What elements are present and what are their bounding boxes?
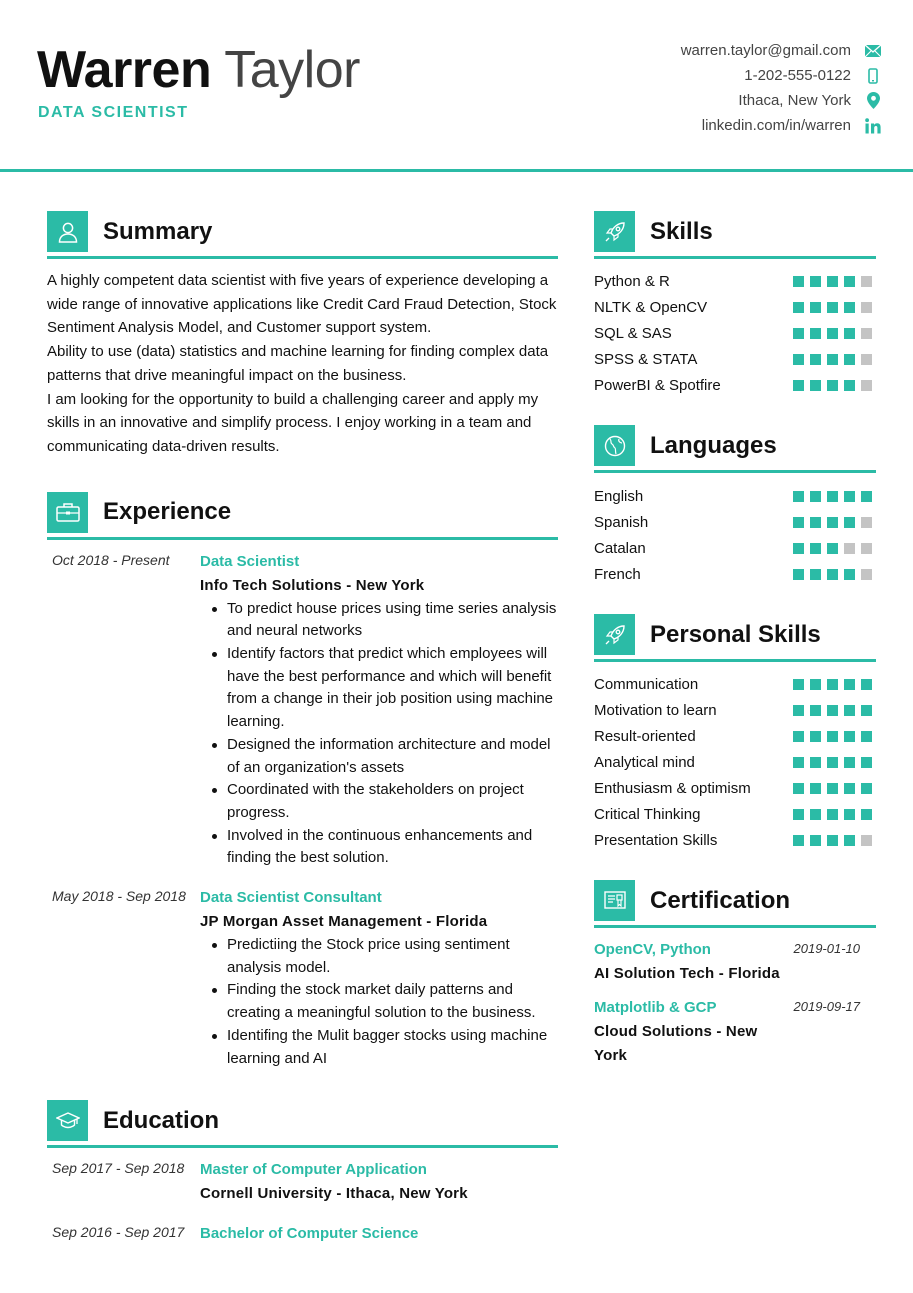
location-pin-icon [861, 92, 885, 109]
languages-list [594, 483, 876, 587]
list-item: Identifing the Mulit bagger stocks using machine learning and AI [210, 1025, 558, 1070]
rating-dots [793, 302, 872, 313]
rating-dots [793, 705, 872, 716]
certification-name: OpenCV, Python [594, 941, 711, 959]
rating-dot-filled [793, 705, 804, 716]
rating-row [594, 295, 876, 321]
certification-issuer: Cloud Solutions - New York [594, 1023, 758, 1065]
rating-dot-empty [861, 380, 872, 391]
experience-company: Info Tech Solutions - New York [200, 576, 425, 594]
list-item: Predictiing the Stock price using sentiment analysis model. [210, 934, 558, 979]
rating-dot-filled [810, 276, 821, 287]
rating-dot-filled [810, 809, 821, 820]
rating-dots [793, 783, 872, 794]
rating-dot-filled [827, 302, 838, 313]
rating-dot-empty [861, 569, 872, 580]
education-degree: Bachelor of Computer Science [200, 1225, 419, 1243]
rocket-icon [594, 614, 635, 655]
contact-linkedin-text[interactable]: linkedin.com/in/warren [701, 117, 851, 134]
rating-dot-filled [844, 835, 855, 846]
rating-row [594, 269, 876, 295]
rating-dot-filled [827, 731, 838, 742]
rating-dot-filled [793, 491, 804, 502]
rating-dot-filled [810, 380, 821, 391]
list-item: Designed the information architecture and model of an organization's assets [210, 734, 558, 779]
last-name: Taylor [224, 41, 360, 99]
rating-dot-filled [861, 809, 872, 820]
list-item: Coordinated with the stakeholders on project progress. [210, 779, 558, 824]
rating-row [594, 561, 876, 587]
linkedin-icon [861, 118, 885, 134]
rating-row [594, 776, 876, 802]
experience-bullets [210, 598, 558, 870]
skills-header [594, 211, 876, 259]
languages-header [594, 425, 876, 473]
rating-label: Presentation Skills [594, 831, 718, 849]
rating-dot-filled [810, 354, 821, 365]
user-icon [47, 211, 88, 252]
rating-dot-empty [861, 276, 872, 287]
personal-skills-title: Personal Skills [650, 620, 821, 648]
rating-dot-filled [827, 517, 838, 528]
rating-label: Critical Thinking [594, 805, 701, 823]
experience-job-title: Data Scientist Consultant [200, 889, 382, 907]
education-title: Education [103, 1106, 220, 1134]
rating-dot-filled [827, 757, 838, 768]
rating-dots [793, 328, 872, 339]
rating-dot-filled [844, 302, 855, 313]
rating-dot-filled [793, 354, 804, 365]
contact-phone[interactable] [465, 63, 885, 88]
certification-date: 2019-09-17 [793, 999, 860, 1015]
first-name: Warren [37, 41, 212, 99]
rating-dot-filled [810, 757, 821, 768]
rating-dot-filled [793, 276, 804, 287]
rating-dot-filled [861, 783, 872, 794]
contact-email[interactable] [465, 38, 885, 63]
list-item: To predict house prices using time series analysis and neural networks [210, 598, 558, 643]
rating-row [594, 827, 876, 853]
skills-section [594, 211, 876, 398]
rating-dot-filled [844, 705, 855, 716]
rating-row [594, 724, 876, 750]
rating-label: Enthusiasm & optimism [594, 780, 751, 798]
rating-dot-filled [810, 569, 821, 580]
skills-list [594, 269, 876, 398]
rating-dots [793, 569, 872, 580]
rating-dot-filled [844, 679, 855, 690]
rating-label: Catalan [594, 539, 646, 557]
rating-dot-filled [827, 543, 838, 554]
personal-skills-section [594, 614, 876, 853]
rating-dot-filled [861, 705, 872, 716]
rating-label: PowerBI & Spotfire [594, 377, 721, 394]
experience-bullets [210, 934, 558, 1070]
education-school: Cornell University - Ithaca, New York [200, 1185, 468, 1203]
certification-issuer: AI Solution Tech - Florida [594, 965, 780, 983]
rating-dot-filled [844, 731, 855, 742]
rating-dot-filled [827, 809, 838, 820]
rating-label: French [594, 565, 641, 583]
rating-dot-filled [810, 543, 821, 554]
rating-label: English [594, 487, 644, 505]
contact-location-text: Ithaca, New York [738, 92, 851, 109]
phone-icon [861, 68, 885, 84]
rating-dots [793, 757, 872, 768]
rating-dot-filled [861, 491, 872, 502]
education-entry [47, 1222, 558, 1246]
certification-title: Certification [650, 886, 791, 914]
languages-section [594, 425, 876, 587]
rating-dot-filled [827, 835, 838, 846]
rocket-icon [594, 211, 635, 252]
rating-dots [793, 354, 872, 365]
rating-row [594, 509, 876, 535]
education-date: Sep 2017 - Sep 2018 [52, 1160, 185, 1177]
education-degree: Master of Computer Application [200, 1161, 427, 1179]
summary-paragraph: A highly competent data scientist with five years of experience developing a wide range of innovative applications like Credit Card Fraud Detection, Stock Sentiment Analysis Model, and Customer support system. [47, 272, 557, 337]
experience-company: JP Morgan Asset Management - Florida [200, 913, 488, 931]
rating-dot-filled [793, 731, 804, 742]
rating-dot-filled [827, 679, 838, 690]
rating-dot-filled [810, 517, 821, 528]
rating-row [594, 750, 876, 776]
certificate-icon [594, 880, 635, 921]
rating-dot-filled [810, 731, 821, 742]
rating-label: Python & R [594, 273, 670, 291]
education-header [47, 1100, 558, 1148]
rating-dot-filled [844, 276, 855, 287]
rating-dot-filled [861, 731, 872, 742]
certification-name: Matplotlib & GCP [594, 999, 717, 1017]
certification-date: 2019-01-10 [793, 941, 860, 957]
rating-dot-filled [810, 835, 821, 846]
left-column [47, 211, 558, 1262]
rating-dot-empty [861, 543, 872, 554]
rating-dot-filled [861, 757, 872, 768]
skills-title: Skills [650, 217, 713, 245]
experience-entry [47, 886, 558, 1070]
rating-dot-filled [827, 276, 838, 287]
education-section [47, 1100, 558, 1246]
rating-dot-filled [844, 380, 855, 391]
rating-dots [793, 276, 872, 287]
contact-phone-text[interactable]: 1-202-555-0122 [744, 67, 851, 84]
rating-dot-filled [861, 679, 872, 690]
rating-dot-filled [793, 835, 804, 846]
rating-label: SQL & SAS [594, 325, 672, 343]
rating-dot-filled [793, 543, 804, 554]
personal-skills-header [594, 614, 876, 662]
rating-row [594, 672, 876, 698]
rating-dots [793, 809, 872, 820]
list-item: Involved in the continuous enhancements and finding the best solution. [210, 825, 558, 870]
resume-header [0, 0, 913, 172]
rating-dot-filled [827, 569, 838, 580]
rating-dots [793, 679, 872, 690]
experience-date: Oct 2018 - Present [52, 551, 170, 568]
rating-label: Communication [594, 676, 699, 694]
rating-dots [793, 731, 872, 742]
certification-header [594, 880, 876, 928]
rating-dot-filled [827, 705, 838, 716]
rating-dot-filled [810, 302, 821, 313]
contact-location [465, 88, 885, 113]
rating-row [594, 483, 876, 509]
education-entry [47, 1158, 558, 1206]
rating-dots [793, 380, 872, 391]
rating-dot-filled [793, 569, 804, 580]
rating-dot-filled [793, 380, 804, 391]
rating-dot-filled [810, 328, 821, 339]
personal-skills-list [594, 672, 876, 853]
experience-entry [47, 550, 558, 870]
candidate-name [37, 40, 360, 100]
rating-dot-filled [844, 517, 855, 528]
rating-dot-filled [844, 783, 855, 794]
rating-dot-filled [844, 491, 855, 502]
rating-row [594, 321, 876, 347]
rating-dots [793, 543, 872, 554]
rating-dot-filled [827, 354, 838, 365]
contact-email-text[interactable]: warren.taylor@gmail.com [680, 42, 851, 59]
experience-job-title: Data Scientist [200, 552, 300, 570]
experience-date: May 2018 - Sep 2018 [52, 888, 186, 905]
summary-header [47, 211, 558, 259]
rating-dots [793, 835, 872, 846]
rating-dot-filled [793, 757, 804, 768]
mail-icon [861, 45, 885, 57]
rating-label: Motivation to learn [594, 702, 717, 720]
rating-row [594, 535, 876, 561]
rating-dot-filled [827, 380, 838, 391]
certification-entry [594, 938, 876, 986]
list-item: Finding the stock market daily patterns and creating a meaningful solution to the business. [210, 979, 558, 1024]
rating-dot-filled [810, 705, 821, 716]
rating-dot-filled [793, 302, 804, 313]
summary-paragraph: I am looking for the opportunity to build a challenging career and apply my skills in an innovative and simplify process. I enjoy working in a team and communicating data-driven results. [47, 390, 539, 455]
graduation-cap-icon [47, 1100, 88, 1141]
summary-section [47, 211, 558, 459]
rating-row [594, 347, 876, 373]
rating-dot-filled [810, 491, 821, 502]
rating-dot-filled [844, 757, 855, 768]
rating-dot-empty [844, 543, 855, 554]
rating-dot-empty [861, 328, 872, 339]
certification-entry [594, 996, 876, 1068]
rating-dot-empty [861, 835, 872, 846]
certification-section [594, 880, 876, 1068]
rating-dot-filled [810, 679, 821, 690]
rating-dot-empty [861, 302, 872, 313]
rating-dot-filled [827, 491, 838, 502]
contact-linkedin[interactable] [465, 113, 885, 138]
rating-row [594, 801, 876, 827]
languages-title: Languages [650, 431, 777, 459]
rating-dot-empty [861, 517, 872, 528]
job-role: DATA SCIENTIST [38, 104, 189, 121]
rating-label: Result-oriented [594, 728, 696, 746]
experience-title: Experience [103, 498, 232, 526]
education-date: Sep 2016 - Sep 2017 [52, 1224, 185, 1241]
experience-section [47, 492, 558, 1071]
rating-label: SPSS & STATA [594, 351, 698, 369]
rating-label: Analytical mind [594, 754, 695, 772]
rating-dot-filled [793, 809, 804, 820]
experience-header [47, 492, 558, 540]
summary-title: Summary [103, 217, 213, 245]
list-item: Identify factors that predict which employees will have the best performance and which will benefit from a change in their job position using machine learning. [210, 643, 558, 734]
rating-dot-filled [793, 679, 804, 690]
rating-row [594, 698, 876, 724]
briefcase-icon [47, 492, 88, 533]
rating-dot-filled [793, 328, 804, 339]
rating-dot-filled [793, 517, 804, 528]
rating-label: Spanish [594, 513, 649, 531]
rating-dot-filled [844, 569, 855, 580]
rating-row [594, 373, 876, 399]
rating-dots [793, 491, 872, 502]
rating-dot-empty [861, 354, 872, 365]
rating-dot-filled [844, 354, 855, 365]
rating-label: NLTK & OpenCV [594, 299, 708, 317]
rating-dot-filled [844, 809, 855, 820]
rating-dot-filled [827, 328, 838, 339]
rating-dot-filled [810, 783, 821, 794]
rating-dot-filled [827, 783, 838, 794]
right-column [594, 211, 876, 1078]
globe-icon [594, 425, 635, 466]
rating-dot-filled [793, 783, 804, 794]
rating-dot-filled [844, 328, 855, 339]
rating-dots [793, 517, 872, 528]
contact-list [465, 38, 885, 138]
summary-paragraph: Ability to use (data) statistics and machine learning for finding complex data patterns that drive meaningful impact on the business. [47, 343, 549, 384]
